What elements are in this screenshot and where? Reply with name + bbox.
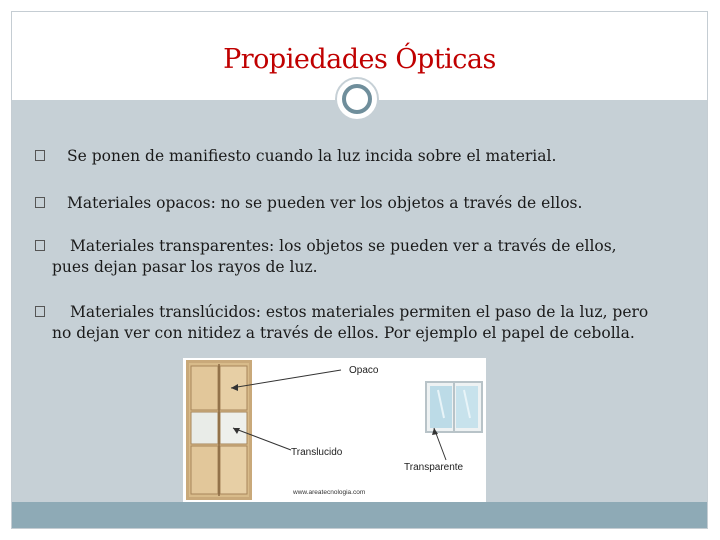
bullet-box-icon <box>35 197 45 208</box>
bullet-box-icon <box>35 240 45 251</box>
bullet-item <box>35 236 685 278</box>
bullet-text: Materiales translúcidos: estos materiales permiten el paso de la luz, pero no dejan ver con nitidez a través de ellos. Por ejemplo el papel de cebolla. <box>52 303 649 342</box>
bullet-box-icon <box>35 306 45 317</box>
bullet-text: Se ponen de manifiesto cuando la luz incida sobre el material. <box>67 147 557 165</box>
title-divider-left <box>12 100 337 101</box>
ring-ornament-icon <box>335 77 379 121</box>
window-svg <box>386 358 486 502</box>
bullet-item <box>35 146 685 167</box>
label-translucent: Translucido <box>291 447 343 458</box>
doors-svg <box>183 358 387 502</box>
bullet-item <box>35 193 685 214</box>
bullet-text: Materiales opacos: no se pueden ver los objetos a través de ellos. <box>67 194 583 212</box>
label-transparent: Transparente <box>404 462 464 473</box>
footer-bar <box>12 502 707 528</box>
slide-title: Propiedades Ópticas <box>223 44 496 75</box>
bullet-text: Materiales transparentes: los objetos se pueden ver a través de ellos, pues dejan pasar los rayos de luz. <box>52 237 617 276</box>
label-opaque: Opaco <box>349 365 379 376</box>
doors-illustration <box>183 358 387 502</box>
bullet-box-icon <box>35 150 45 161</box>
watermark-text: www.areatecnologia.com <box>293 489 366 496</box>
title-divider-right <box>383 100 525 101</box>
bullet-item <box>35 302 685 344</box>
window-illustration <box>386 358 486 502</box>
